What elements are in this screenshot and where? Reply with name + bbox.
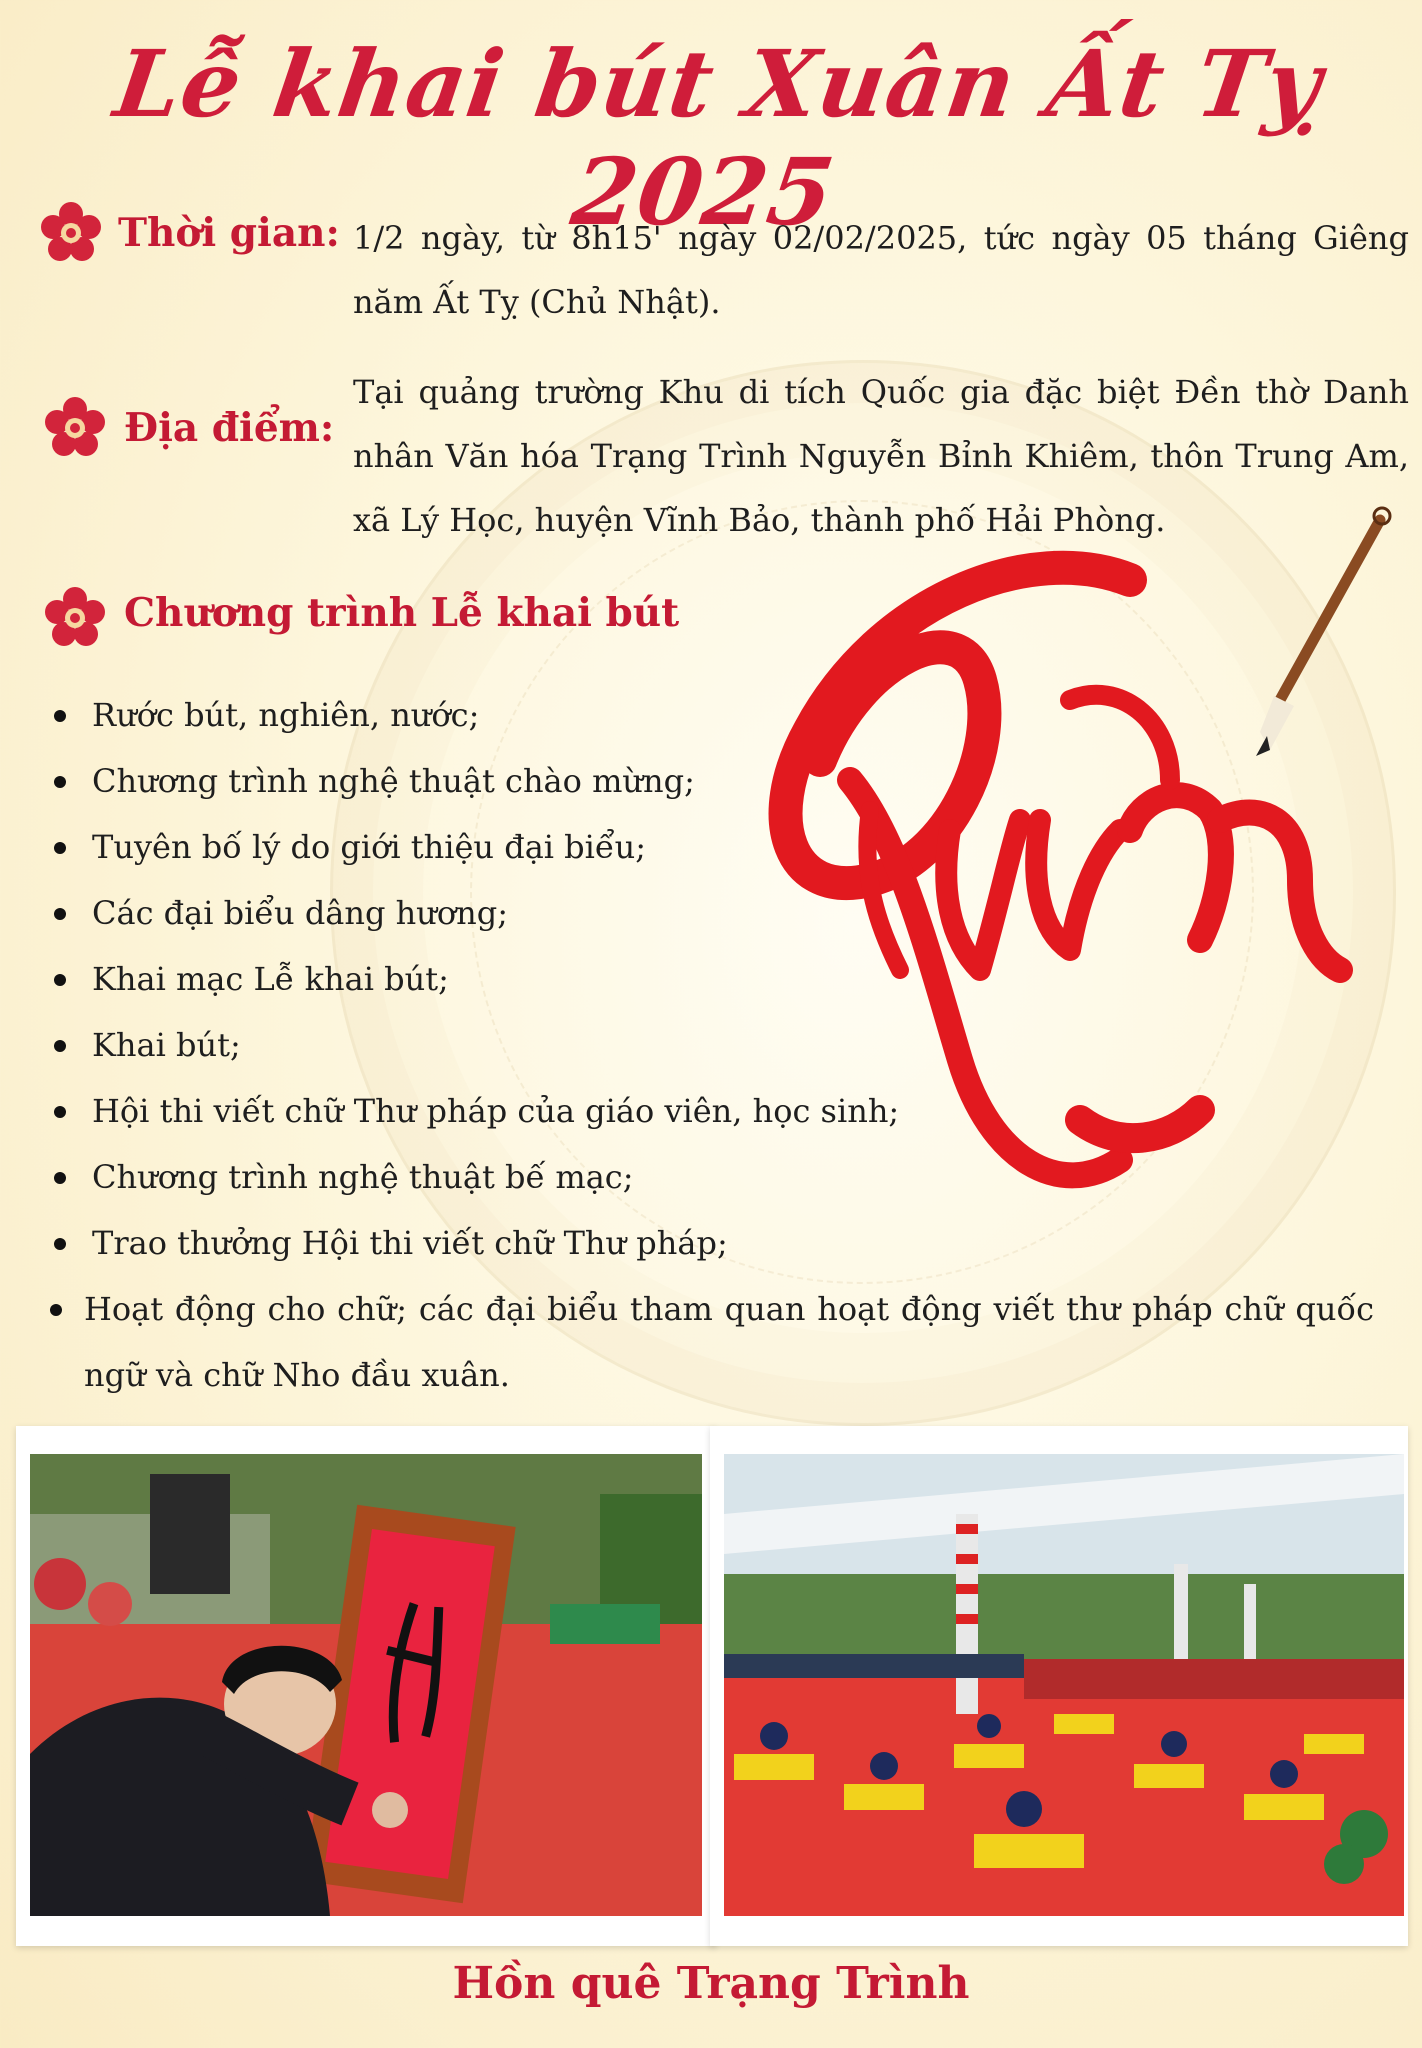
photo-students-ceremony (710, 1426, 1408, 1946)
list-item: Các đại biểu dâng hương; (50, 880, 1350, 946)
list-item: Hội thi viết chữ Thư pháp của giáo viên, học sinh; (50, 1078, 1350, 1144)
list-item: Chương trình nghệ thuật chào mừng; (50, 748, 1350, 814)
list-item: Trao thưởng Hội thi viết chữ Thư pháp; (50, 1210, 1350, 1276)
list-item: Tuyên bố lý do giới thiệu đại biểu; (50, 814, 1350, 880)
place-text: Tại quảng trường Khu di tích Quốc gia đặc biệt Đền thờ Danh nhân Văn hóa Trạng Trình Nguyễn Bỉnh Khiêm, thôn Trung Am, xã Lý Học, huyện Vĩnh Bảo, thành phố Hải Phòng. (353, 373, 1409, 539)
page-title: Lễ khai bút Xuân Ất Tỵ 2025 (108, 30, 1329, 246)
list-item: Khai mạc Lễ khai bút; (50, 946, 1350, 1012)
list-item: Khai bút; (50, 1012, 1350, 1078)
time-label: Thời gian: (118, 210, 340, 256)
place-label: Địa điểm: (124, 405, 335, 451)
list-item: Hoạt động cho chữ; các đại biểu tham quan hoạt động viết thư pháp chữ quốc ngữ và chữ Nho đầu xuân. (50, 1276, 1374, 1408)
footer-slogan: Hồn quê Trạng Trình (452, 1958, 970, 2009)
time-text: 1/2 ngày, từ 8h15' ngày 02/02/2025, tức ngày 05 tháng Giêng năm Ất Tỵ (Chủ Nhật). (353, 219, 1409, 321)
program-heading: Chương trình Lễ khai bút (124, 590, 680, 636)
list-item: Rước bút, nghiên, nước; (50, 682, 1350, 748)
flower-icon (42, 395, 108, 461)
photo-calligrapher (16, 1426, 716, 1946)
program-list (50, 682, 1374, 1408)
flower-icon (38, 200, 104, 266)
flower-icon (42, 585, 108, 651)
list-item: Chương trình nghệ thuật bế mạc; (50, 1144, 1350, 1210)
